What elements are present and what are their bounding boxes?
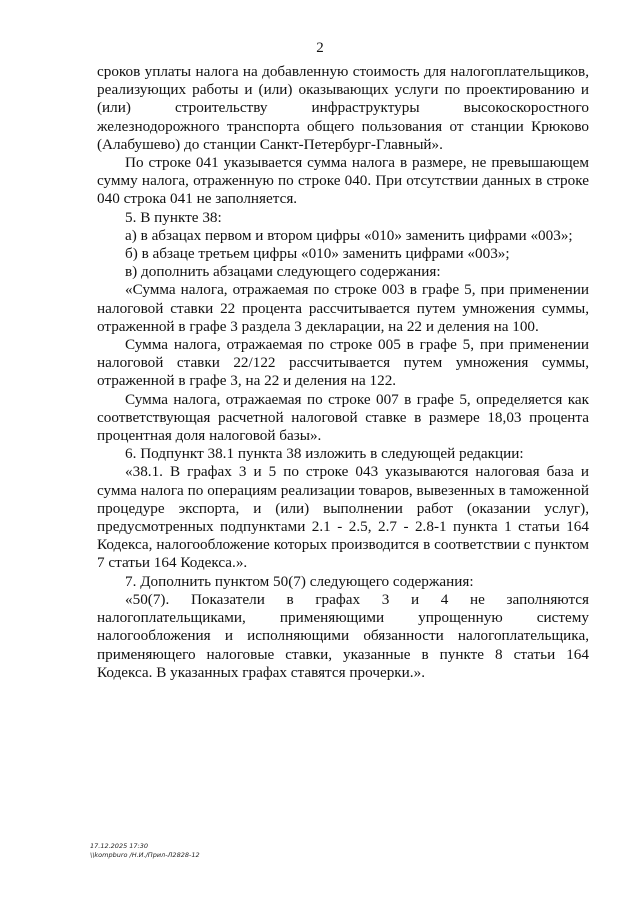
page-number: 2 (316, 40, 324, 56)
document-footer (90, 842, 200, 860)
paragraph-item-6: 6. Подпункт 38.1 пункта 38 изложить в следующей редакции: (125, 445, 524, 463)
paragraph-item-5: 5. В пункте 38: (125, 208, 222, 226)
document-body (97, 63, 589, 682)
paragraph-50-7: «50(7). Показатели в графах 3 и 4 не заполняются налогоплательщиками, применяющими упрощенную систему налогообложения и исполняющими обязанности налогоплательщика, применяющего налоговые ставки, указанные в пункте 8 статьи 164 Кодекса. В указанных графах ставятся прочерки.». (97, 590, 589, 681)
paragraph-continuation: сроков уплаты налога на добавленную стоимость для налогоплательщиков, реализующих работы и (или) оказывающих услуги по проектированию и (или) строительству инфраструктуры высокоскоростного железнодорожного транспорта общего пользования от станции Крюково (Алабушево) до станции Санкт-Петербург-Главный». (97, 63, 589, 153)
paragraph-line-041: По строке 041 указывается сумма налога в размере, не превышающем сумму налога, отраженную по строке 040. При отсутствии данных в строке 040 строка 041 не заполняется. (97, 154, 589, 208)
paragraph-item-5a: а) в абзацах первом и втором цифры «010» заменить цифрами «003»; (125, 226, 573, 244)
paragraph-38-1: «38.1. В графах 3 и 5 по строке 043 указываются налоговая база и сумма налога по операциям реализации товаров, вывезенных в таможенной процедуре экспорта, и (или) выполнении работ (оказании услуг), предусмотренных подпунктами 2.1 - 2.5, 2.7 - 2.8-1 пункта 1 статьи 164 Кодекса, налогообложение которых производится в соответствии с пунктом 7 статьи 164 Кодекса.». (97, 463, 589, 572)
paragraph-item-5v: в) дополнить абзацами следующего содержания: (125, 263, 441, 281)
paragraph-line-005: Сумма налога, отражаемая по строке 005 в графе 5, при применении налоговой ставки 22/122 рассчитывается путем умножения суммы, отраженной в графе 3, на 22 и деления на 122. (97, 336, 589, 390)
paragraph-item-7: 7. Дополнить пунктом 50(7) следующего содержания: (125, 572, 474, 590)
paragraph-item-5b: б) в абзаце третьем цифры «010» заменить цифрами «003»; (125, 245, 510, 263)
paragraph-line-007: Сумма налога, отражаемая по строке 007 в графе 5, определяется как соответствующая расчетной налоговой ставке в размере 18,03 процента процентная доля налоговой базы». (97, 390, 589, 445)
paragraph-line-003: «Сумма налога, отражаемая по строке 003 в графе 5, при применении налоговой ставки 22 процента рассчитывается путем умножения суммы, отраженной в графе 3 раздела 3 декларации, на 22 и деления на 100. (97, 281, 589, 335)
footer-timestamp: 17.12.2025 17:30 (90, 842, 149, 850)
footer-doc-ref: \\kompburo /Н.И./Прил-Л2828-12 (90, 851, 200, 859)
